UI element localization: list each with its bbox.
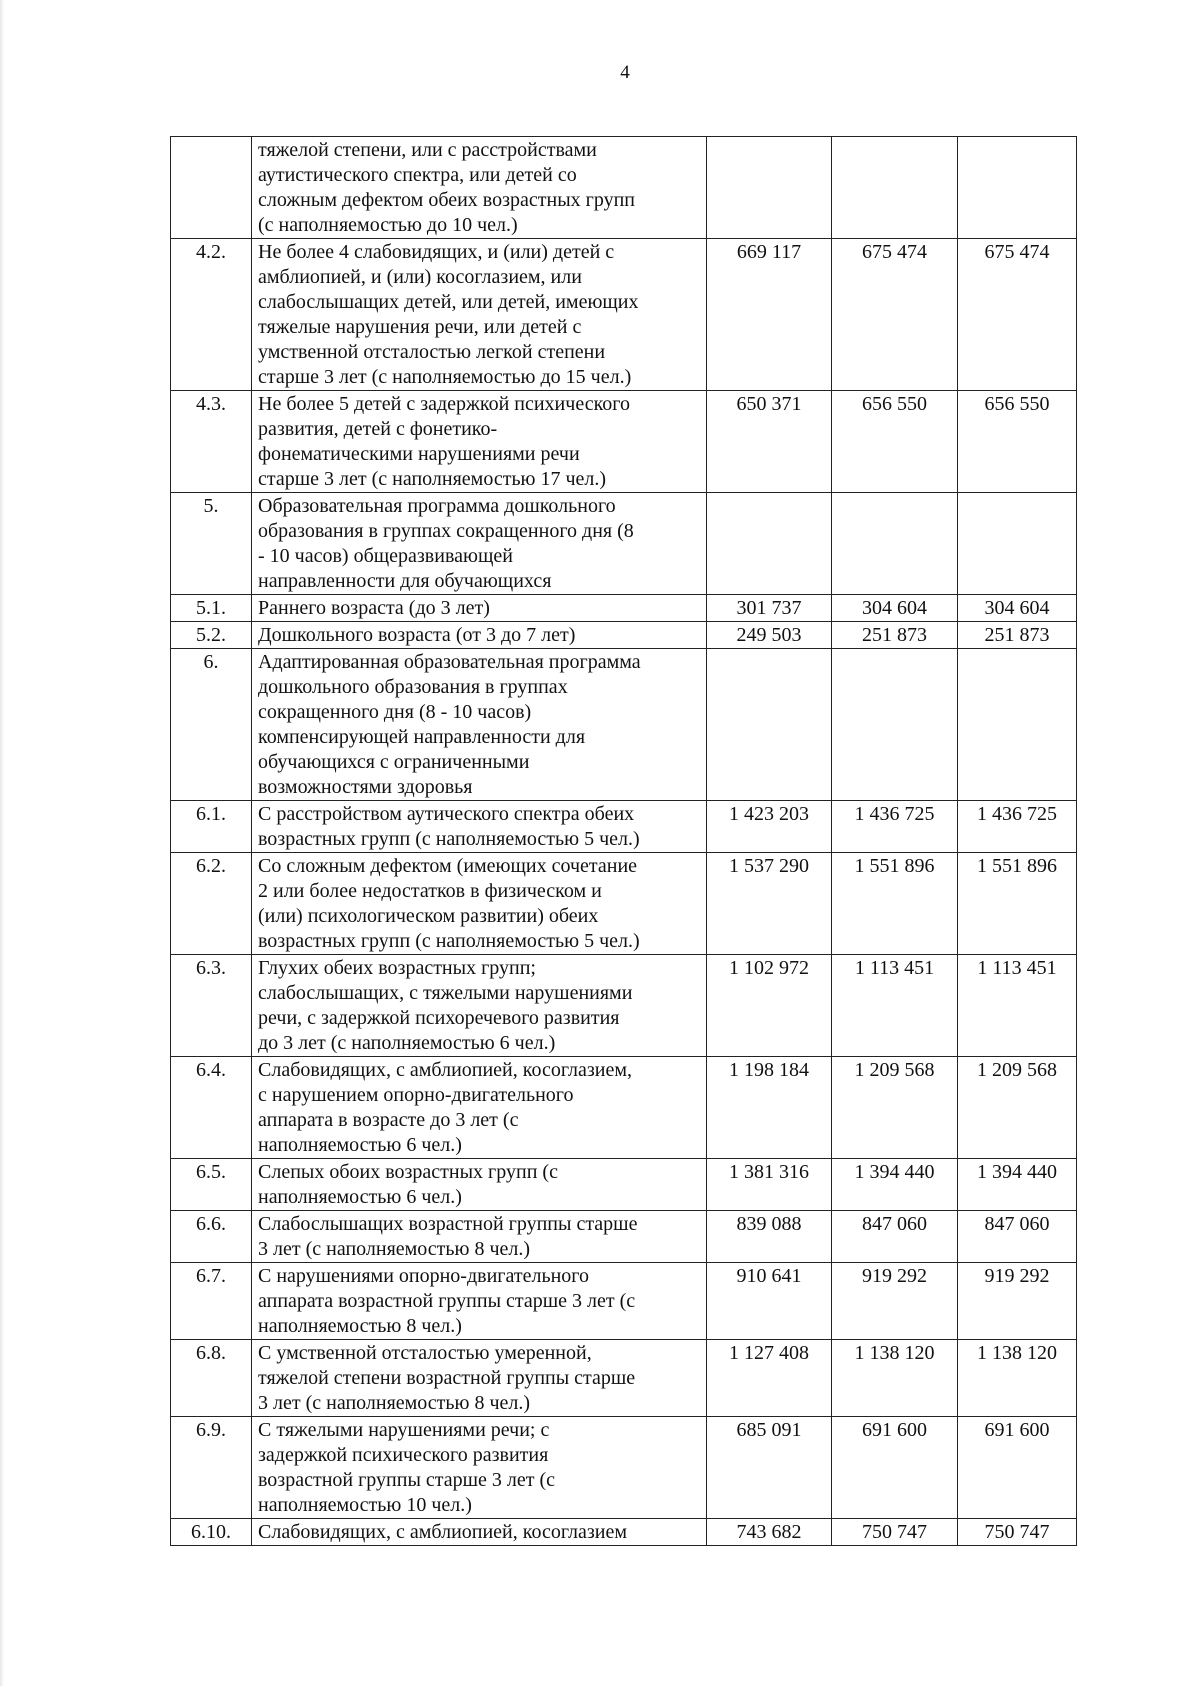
row-value-3-text: 1 138 120 — [977, 1342, 1057, 1364]
row-value-3-text: 656 550 — [984, 393, 1050, 415]
table-row — [171, 239, 1077, 391]
row-number-text: 6.10. — [191, 1521, 231, 1543]
row-description-text: Слепых обоих возрастных групп (с наполняемостью 6 чел.) — [258, 1161, 558, 1208]
row-number-cell — [171, 1417, 252, 1519]
row-description-cell — [252, 1417, 707, 1519]
row-value-1-cell — [707, 1159, 832, 1211]
row-description-cell — [252, 649, 707, 801]
row-value-2-text: 919 292 — [862, 1265, 927, 1287]
row-value-3-cell — [958, 391, 1077, 493]
row-description-text: С нарушениями опорно-двигательного аппарата возрастной группы старше 3 лет (с наполняемостью 8 чел.) — [258, 1265, 636, 1337]
row-number-text: 6.5. — [196, 1161, 226, 1183]
table-row — [171, 1057, 1077, 1159]
row-number-text: 4.2. — [196, 241, 226, 263]
table-row — [171, 649, 1077, 801]
row-description-text: Слабовидящих, с амблиопией, косоглазием — [258, 1521, 628, 1543]
row-value-1-text: 839 088 — [736, 1213, 802, 1235]
row-description-cell — [252, 801, 707, 853]
row-number-cell — [171, 1211, 252, 1263]
row-value-1-cell — [707, 1211, 832, 1263]
row-value-2-text: 750 747 — [862, 1521, 927, 1543]
row-value-1-cell — [707, 955, 832, 1057]
row-number-text: 6.6. — [196, 1213, 226, 1235]
row-number-cell — [171, 955, 252, 1057]
table-row — [171, 1159, 1077, 1211]
row-description-text: Образовательная программа дошкольного образования в группах сокращенного дня (8 - 10 часов) общеразвивающей направленности для обучающихся — [258, 495, 634, 592]
table-row — [171, 1417, 1077, 1519]
row-value-1-text: 743 682 — [736, 1521, 802, 1543]
row-value-2-cell — [832, 493, 958, 595]
row-number-text: 6.9. — [196, 1419, 226, 1441]
row-description-text: Глухих обеих возрастных групп; слабослышащих, с тяжелыми нарушениями речи, с задержкой психоречевого развития до 3 лет (с наполняемостью 6 чел.) — [258, 957, 633, 1054]
row-number-text: 6.7. — [196, 1265, 226, 1287]
row-value-3-cell — [958, 595, 1077, 622]
row-value-2-cell — [832, 1519, 958, 1546]
row-value-1-cell — [707, 595, 832, 622]
row-value-3-cell — [958, 1263, 1077, 1340]
row-number-cell — [171, 622, 252, 649]
row-value-3-cell — [958, 649, 1077, 801]
row-number-text: 6.4. — [196, 1059, 226, 1081]
row-value-3-text: 919 292 — [984, 1265, 1050, 1287]
row-description-cell — [252, 1159, 707, 1211]
row-value-1-cell — [707, 391, 832, 493]
row-value-1-text: 669 117 — [736, 241, 802, 263]
row-description-text: Со сложным дефектом (имеющих сочетание 2 или более недостатков в физическом и (или) психологическом развитии) обеих возрастных групп (с наполняемостью 5 чел.) — [258, 855, 640, 952]
row-number-cell — [171, 1159, 252, 1211]
row-number-text: 4.3. — [196, 393, 226, 415]
row-description-cell — [252, 493, 707, 595]
row-number-cell — [171, 493, 252, 595]
row-number-cell — [171, 239, 252, 391]
row-value-1-cell — [707, 649, 832, 801]
row-value-2-cell — [832, 1417, 958, 1519]
row-number-cell — [171, 649, 252, 801]
row-value-3-cell — [958, 1159, 1077, 1211]
row-value-2-cell — [832, 1057, 958, 1159]
row-value-1-cell — [707, 1340, 832, 1417]
row-description-text: Адаптированная образовательная программа дошкольного образования в группах сокращенного дня (8 - 10 часов) компенсирующей направленности для обучающихся с ограниченными возможностями здоровья — [258, 651, 641, 798]
table-row — [171, 493, 1077, 595]
row-value-3-text: 1 394 440 — [977, 1161, 1057, 1183]
row-number-cell — [171, 595, 252, 622]
table-row — [171, 853, 1077, 955]
row-value-3-text: 1 551 896 — [977, 855, 1057, 877]
row-description-text: С тяжелыми нарушениями речи; с задержкой психического развития возрастной группы старше 3 лет (с наполняемостью 10 чел.) — [258, 1419, 556, 1516]
row-value-1-text: 249 503 — [736, 624, 802, 646]
row-description-cell — [252, 955, 707, 1057]
row-value-1-cell — [707, 1417, 832, 1519]
row-description-text: тяжелой степени, или с расстройствами аутистического спектра, или детей со сложным дефектом обеих возрастных групп (с наполняемостью до 10 чел.) — [258, 139, 635, 236]
row-value-2-cell — [832, 1211, 958, 1263]
row-number-text: 6.8. — [196, 1342, 226, 1364]
table-body — [171, 137, 1077, 1546]
row-description-cell — [252, 239, 707, 391]
table-row — [171, 801, 1077, 853]
row-value-1-cell — [707, 239, 832, 391]
row-description-cell — [252, 853, 707, 955]
row-value-1-cell — [707, 622, 832, 649]
row-description-cell — [252, 1263, 707, 1340]
row-description-text: Дошкольного возраста (от 3 до 7 лет) — [258, 624, 576, 646]
row-description-text: Слабослышащих возрастной группы старше 3 лет (с наполняемостью 8 чел.) — [258, 1213, 638, 1260]
row-value-3-cell — [958, 622, 1077, 649]
row-value-2-text: 675 474 — [862, 241, 927, 263]
row-description-text: Не более 4 слабовидящих, и (или) детей с амблиопией, и (или) косоглазием, или слабослышащих детей, или детей, имеющих тяжелые нарушения речи, или детей с умственной отсталостью легкой степени старше 3 лет (с наполняемостью до 15 чел.) — [258, 241, 639, 388]
row-value-3-text: 847 060 — [984, 1213, 1050, 1235]
row-value-1-text: 1 537 290 — [729, 855, 809, 877]
table-row — [171, 1519, 1077, 1546]
row-value-1-text: 650 371 — [736, 393, 802, 415]
row-value-3-cell — [958, 1519, 1077, 1546]
row-value-1-text: 301 737 — [736, 597, 802, 619]
row-value-1-cell — [707, 1263, 832, 1340]
row-number-text: 5.1. — [196, 597, 226, 619]
row-number-text: 6.3. — [196, 957, 226, 979]
row-value-2-cell — [832, 137, 958, 239]
row-value-3-cell — [958, 137, 1077, 239]
row-number-cell — [171, 1519, 252, 1546]
row-number-text: 5.2. — [196, 624, 226, 646]
row-value-3-text: 304 604 — [984, 597, 1050, 619]
row-value-2-cell — [832, 239, 958, 391]
row-description-text: С расстройством аутического спектра обеих возрастных групп (с наполняемостью 5 чел.) — [258, 803, 640, 850]
row-value-2-text: 656 550 — [862, 393, 927, 415]
row-number-cell — [171, 801, 252, 853]
row-number-cell — [171, 137, 252, 239]
row-value-3-cell — [958, 853, 1077, 955]
row-number-text: 6.2. — [196, 855, 226, 877]
row-value-1-cell — [707, 137, 832, 239]
row-value-3-cell — [958, 801, 1077, 853]
row-value-1-cell — [707, 1057, 832, 1159]
table-row — [171, 1211, 1077, 1263]
row-value-1-text: 910 641 — [736, 1265, 802, 1287]
row-value-2-cell — [832, 1340, 958, 1417]
table-row — [171, 137, 1077, 239]
row-value-1-cell — [707, 1519, 832, 1546]
row-description-cell — [252, 1340, 707, 1417]
row-value-2-cell — [832, 801, 958, 853]
row-value-3-text: 1 436 725 — [977, 803, 1057, 825]
row-value-3-cell — [958, 1057, 1077, 1159]
row-value-3-text: 251 873 — [984, 624, 1050, 646]
row-value-2-text: 1 436 725 — [854, 803, 935, 825]
table-row — [171, 1340, 1077, 1417]
row-value-1-text: 1 102 972 — [729, 957, 809, 979]
row-value-1-cell — [707, 853, 832, 955]
row-value-1-text: 685 091 — [736, 1419, 802, 1441]
row-value-3-text: 1 113 451 — [977, 957, 1057, 979]
row-description-cell — [252, 1057, 707, 1159]
row-number-cell — [171, 1057, 252, 1159]
row-value-2-text: 1 209 568 — [854, 1059, 935, 1081]
row-value-2-text: 1 138 120 — [854, 1342, 935, 1364]
table-row — [171, 622, 1077, 649]
row-value-2-text: 1 394 440 — [854, 1161, 935, 1183]
table-row — [171, 391, 1077, 493]
row-description-cell — [252, 391, 707, 493]
row-value-3-cell — [958, 493, 1077, 595]
row-value-2-text: 304 604 — [862, 597, 927, 619]
row-value-1-cell — [707, 801, 832, 853]
row-description-text: Не более 5 детей с задержкой психического развития, детей с фонетико- фонематическими нарушениями речи старше 3 лет (с наполняемостью 17 чел.) — [258, 393, 630, 490]
row-description-cell — [252, 1211, 707, 1263]
row-description-cell — [252, 137, 707, 239]
row-number-cell — [171, 1340, 252, 1417]
row-value-3-text: 750 747 — [984, 1521, 1050, 1543]
row-value-3-cell — [958, 239, 1077, 391]
row-value-3-cell — [958, 1340, 1077, 1417]
row-value-2-cell — [832, 1263, 958, 1340]
row-number-cell — [171, 853, 252, 955]
row-description-cell — [252, 622, 707, 649]
row-value-2-text: 847 060 — [862, 1213, 927, 1235]
row-number-text: 6. — [203, 651, 219, 673]
row-number-cell — [171, 1263, 252, 1340]
row-value-2-cell — [832, 1159, 958, 1211]
row-value-1-text: 1 127 408 — [729, 1342, 809, 1364]
row-value-2-text: 691 600 — [862, 1419, 927, 1441]
row-value-3-cell — [958, 955, 1077, 1057]
row-value-1-text: 1 198 184 — [729, 1059, 809, 1081]
row-value-3-cell — [958, 1211, 1077, 1263]
row-value-3-text: 675 474 — [984, 241, 1050, 263]
row-value-2-text: 251 873 — [862, 624, 927, 646]
row-value-2-cell — [832, 955, 958, 1057]
table-row — [171, 955, 1077, 1057]
row-description-text: Раннего возраста (до 3 лет) — [258, 597, 490, 619]
row-number-text: 6.1. — [196, 803, 226, 825]
row-description-text: С умственной отсталостью умеренной, тяжелой степени возрастной группы старше 3 лет (с наполняемостью 8 чел.) — [258, 1342, 636, 1414]
row-value-2-text: 1 113 451 — [854, 957, 935, 979]
row-value-2-cell — [832, 649, 958, 801]
row-value-2-cell — [832, 853, 958, 955]
row-value-3-text: 691 600 — [984, 1419, 1050, 1441]
scan-edge — [0, 0, 4, 1686]
tariff-table — [170, 136, 1077, 1546]
table-row — [171, 595, 1077, 622]
row-value-2-cell — [832, 391, 958, 493]
row-description-cell — [252, 595, 707, 622]
row-value-3-text: 1 209 568 — [977, 1059, 1057, 1081]
row-number-text: 5. — [203, 495, 219, 517]
row-value-2-cell — [832, 595, 958, 622]
row-value-3-cell — [958, 1417, 1077, 1519]
row-value-1-cell — [707, 493, 832, 595]
table-row — [171, 1263, 1077, 1340]
page-number: 4 — [620, 62, 630, 83]
row-value-1-text: 1 423 203 — [729, 803, 809, 825]
row-description-cell — [252, 1519, 707, 1546]
row-description-text: Слабовидящих, с амблиопией, косоглазием, с нарушением опорно-двигательного аппарата в возрасте до 3 лет (с наполняемостью 6 чел.) — [258, 1059, 633, 1156]
row-value-1-text: 1 381 316 — [729, 1161, 809, 1183]
row-value-2-text: 1 551 896 — [854, 855, 935, 877]
row-number-cell — [171, 391, 252, 493]
row-value-2-cell — [832, 622, 958, 649]
